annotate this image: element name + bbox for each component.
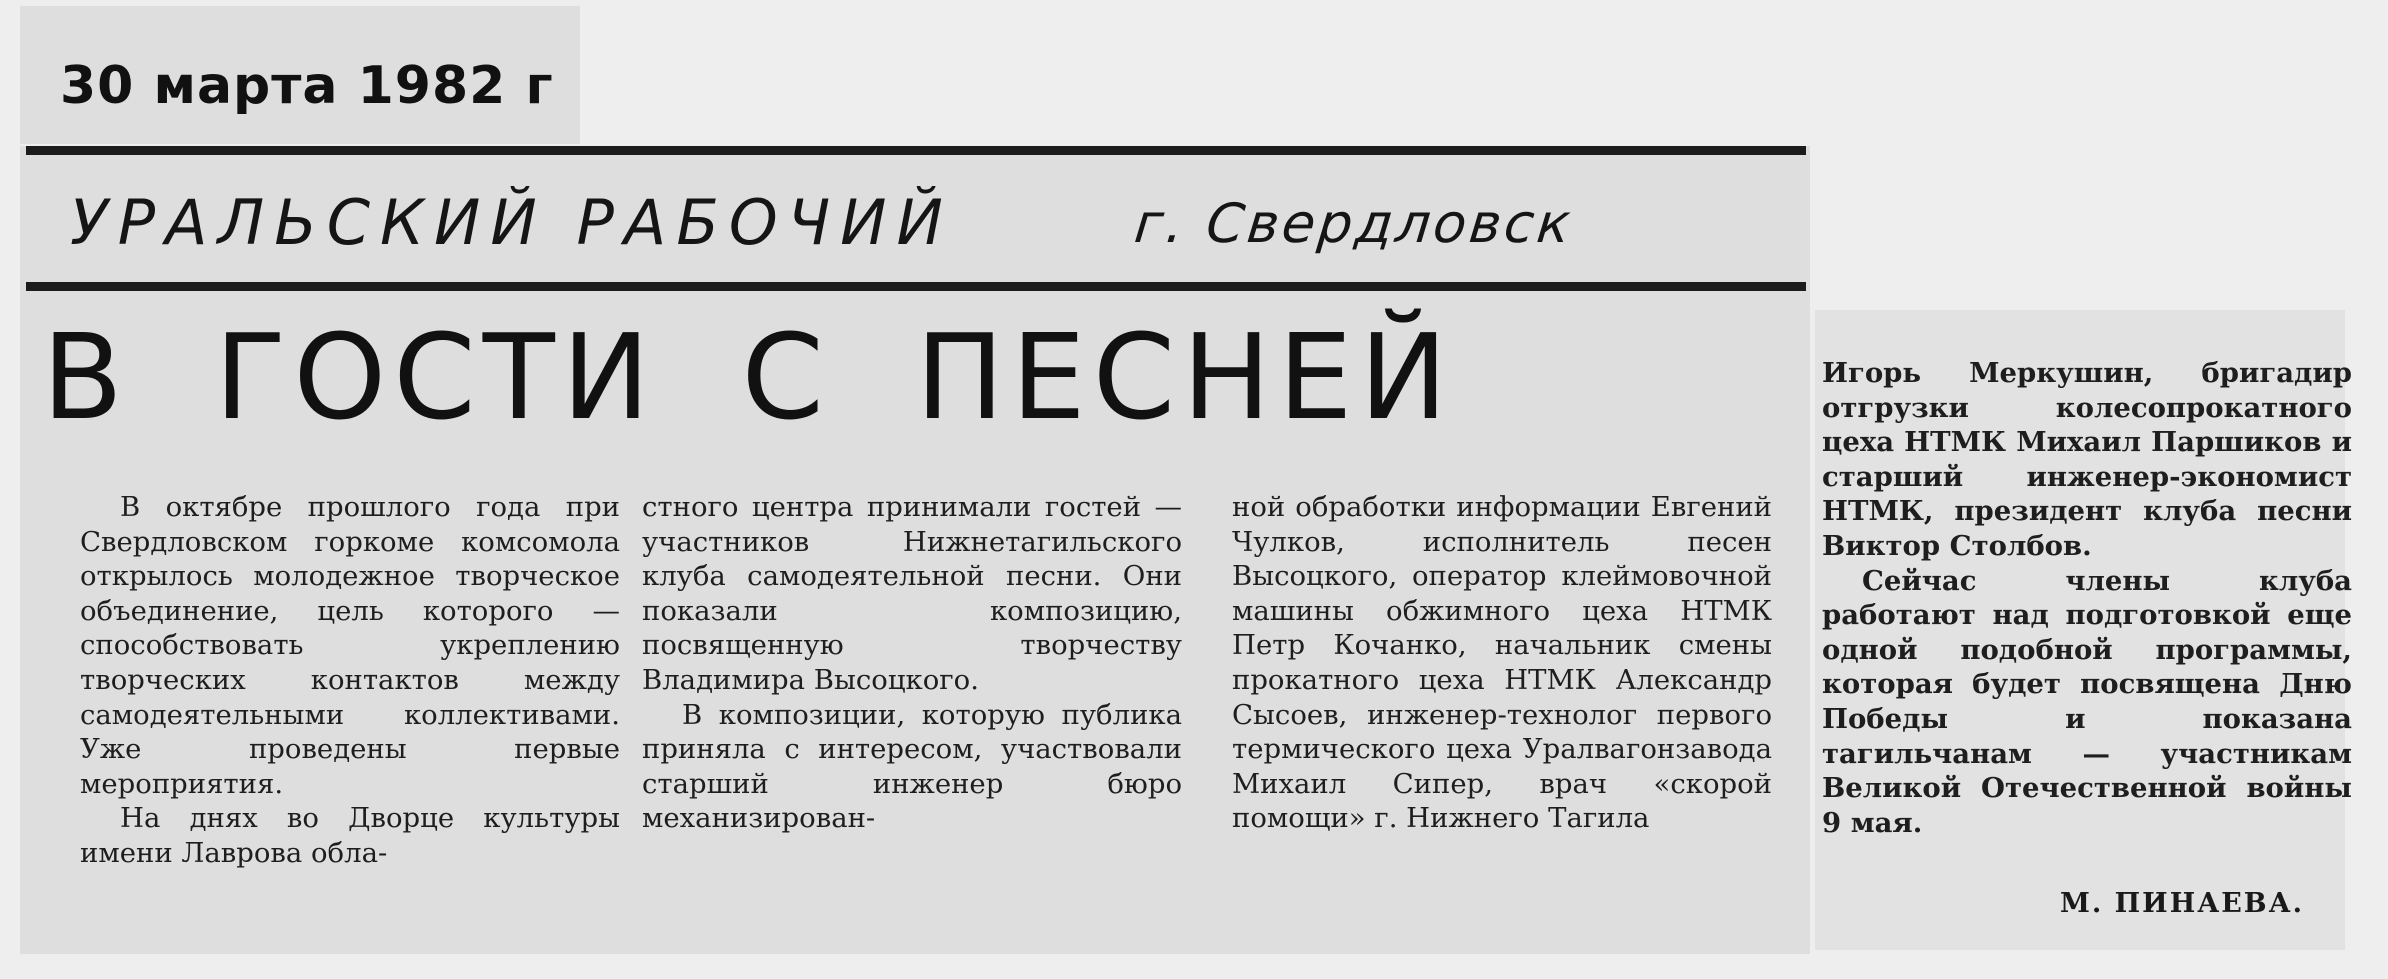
newspaper-title: УРАЛЬСКИЙ РАБОЧИЙ (70, 186, 953, 259)
paragraph: В композиции, которую публика приняла с интересом, участвовали старший инженер бюро механизирован- (642, 698, 1182, 835)
paragraph: В октябре прошлого года при Свердловском горкоме комсомола открылось молодежное творческое объединение, цель которого — способствовать укреплению творческих контактов между самодеятельными коллективами. Уже проведены первые мероприятия. (80, 491, 620, 800)
article-column-1 (80, 490, 620, 920)
article-column-2 (642, 490, 1182, 920)
paragraph: Сейчас члены клуба работают над подготовкой еще одной подобной программы, которая будет посвящена Дню Победы и показана тагильчанам — участникам Великой Отечественной войны 9 мая. (1822, 564, 2352, 839)
paragraph: Игорь Меркушин, бригадир отгрузки колесопрокатного цеха НТМК Михаил Паршиков и старший инженер-экономист НТМК, президент клуба песни Виктор Столбов. (1822, 357, 2352, 562)
masthead-top-rule (26, 146, 1806, 155)
article-headline: В ГОСТИ С ПЕСНЕЙ (42, 308, 1455, 446)
publication-date: 30 марта 1982 г (60, 56, 554, 116)
article-column-4 (1822, 356, 2352, 886)
paragraph: На днях во Дворце культуры имени Лаврова обла- (80, 802, 620, 869)
author-signature: М. ПИНАЕВА. (2060, 888, 2304, 919)
paragraph: стного центра принимали гостей — участников Нижнетагильского клуба самодеятельной песни. Они показали композицию, посвященную творчеству Владимира Высоцкого. (642, 491, 1182, 696)
handwritten-city: г. Свердловск (1131, 192, 1577, 255)
paragraph: ной обработки информации Евгений Чулков, исполнитель песен Высоцкого, оператор клеймовочной машины обжимного цеха НТМК Петр Кочанко, начальник смены прокатного цеха НТМК Александр Сысоев, инженер-технолог первого термического цеха Уралвагонзавода Михаил Сипер, врач «скорой помощи» г. Нижнего Тагила (1232, 491, 1772, 835)
masthead-bottom-rule (26, 282, 1806, 291)
article-column-3 (1232, 490, 1772, 920)
